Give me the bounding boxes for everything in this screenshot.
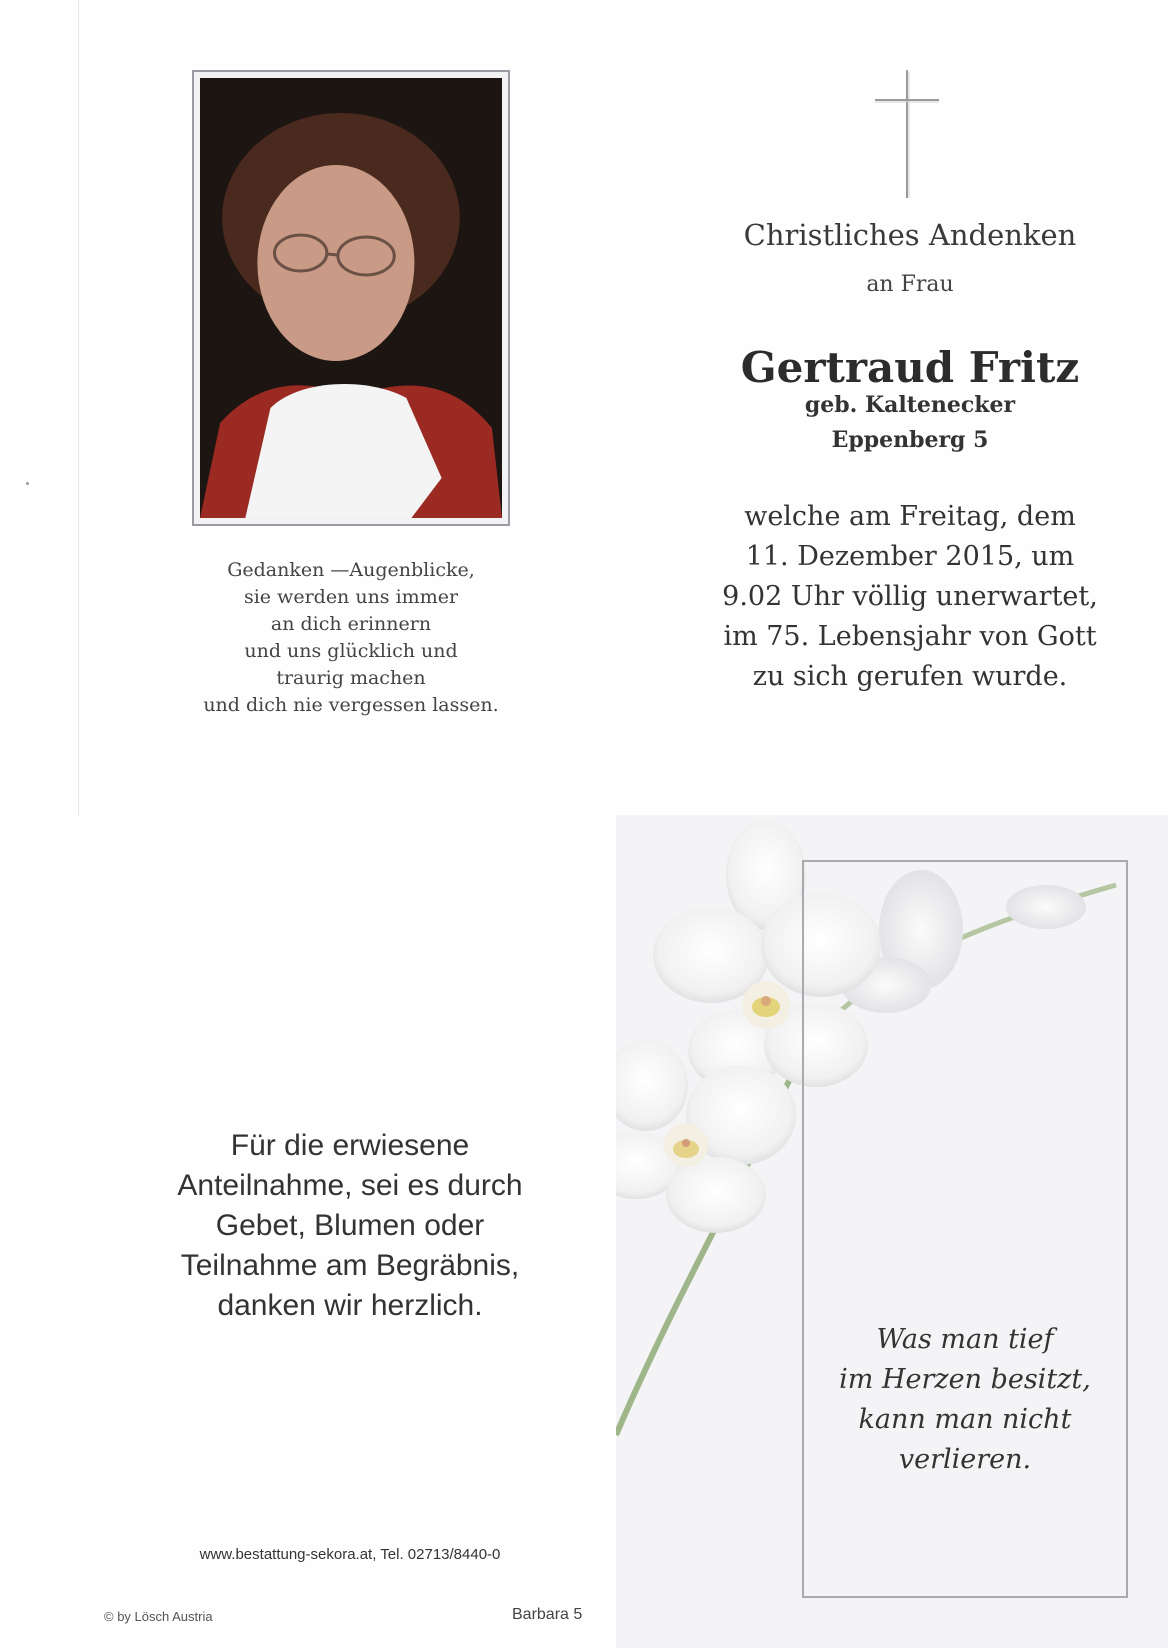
thank-you-message [130, 1126, 570, 1326]
death-notice-line: 11. Dezember 2015, um [745, 541, 1075, 572]
quote-line: kann man nicht [858, 1404, 1072, 1435]
address: Eppenberg 5 [831, 427, 989, 453]
poem-line: und uns glücklich und [244, 640, 458, 662]
thank-you-line: Teilnahme am Begräbnis, [180, 1249, 520, 1282]
death-notice-line: welche am Freitag, dem [744, 501, 1076, 532]
copyright-notice: © by Lösch Austria [104, 1609, 213, 1624]
quote-frame [802, 860, 1128, 1598]
poem-line: Gedanken —Augenblicke, [227, 559, 475, 581]
thank-you-line: danken wir herzlich. [217, 1289, 483, 1322]
scan-speck [26, 482, 29, 485]
salutation: an Frau [866, 272, 954, 297]
memorial-poem [170, 557, 532, 719]
portrait-photo [192, 70, 510, 526]
deceased-name: Gertraud Fritz [740, 343, 1080, 392]
death-notice-line: zu sich gerufen wurde. [752, 661, 1068, 692]
thank-you-line: Anteilnahme, sei es durch [177, 1169, 523, 1202]
thank-you-line: Gebet, Blumen oder [215, 1209, 485, 1242]
quote-line: verlieren. [898, 1444, 1032, 1475]
poem-line: sie werden uns immer [243, 586, 459, 608]
poem-line: und dich nie vergessen lassen. [203, 694, 499, 716]
death-notice [700, 497, 1120, 697]
design-code: Barbara 5 [512, 1606, 583, 1623]
quote-line: im Herzen besitzt, [839, 1364, 1091, 1395]
funeral-home-contact: www.bestattung-sekora.at, Tel. 02713/8440-0 [199, 1546, 501, 1563]
portrait-image [200, 78, 502, 518]
thank-you-line: Für die erwiesene [230, 1129, 470, 1162]
death-notice-line: 9.02 Uhr völlig unerwartet, [722, 581, 1098, 612]
memorial-title: Christliches Andenken [743, 218, 1077, 252]
cross-icon [875, 70, 939, 198]
poem-line: traurig machen [276, 667, 426, 689]
quote-line: Was man tief [876, 1324, 1054, 1355]
birth-name: geb. Kaltenecker [804, 392, 1016, 418]
quote-text [808, 1320, 1122, 1480]
poem-line: an dich erinnern [270, 613, 432, 635]
card-panel-bottom-right [616, 815, 1168, 1648]
death-notice-line: im 75. Lebensjahr von Gott [723, 621, 1097, 652]
